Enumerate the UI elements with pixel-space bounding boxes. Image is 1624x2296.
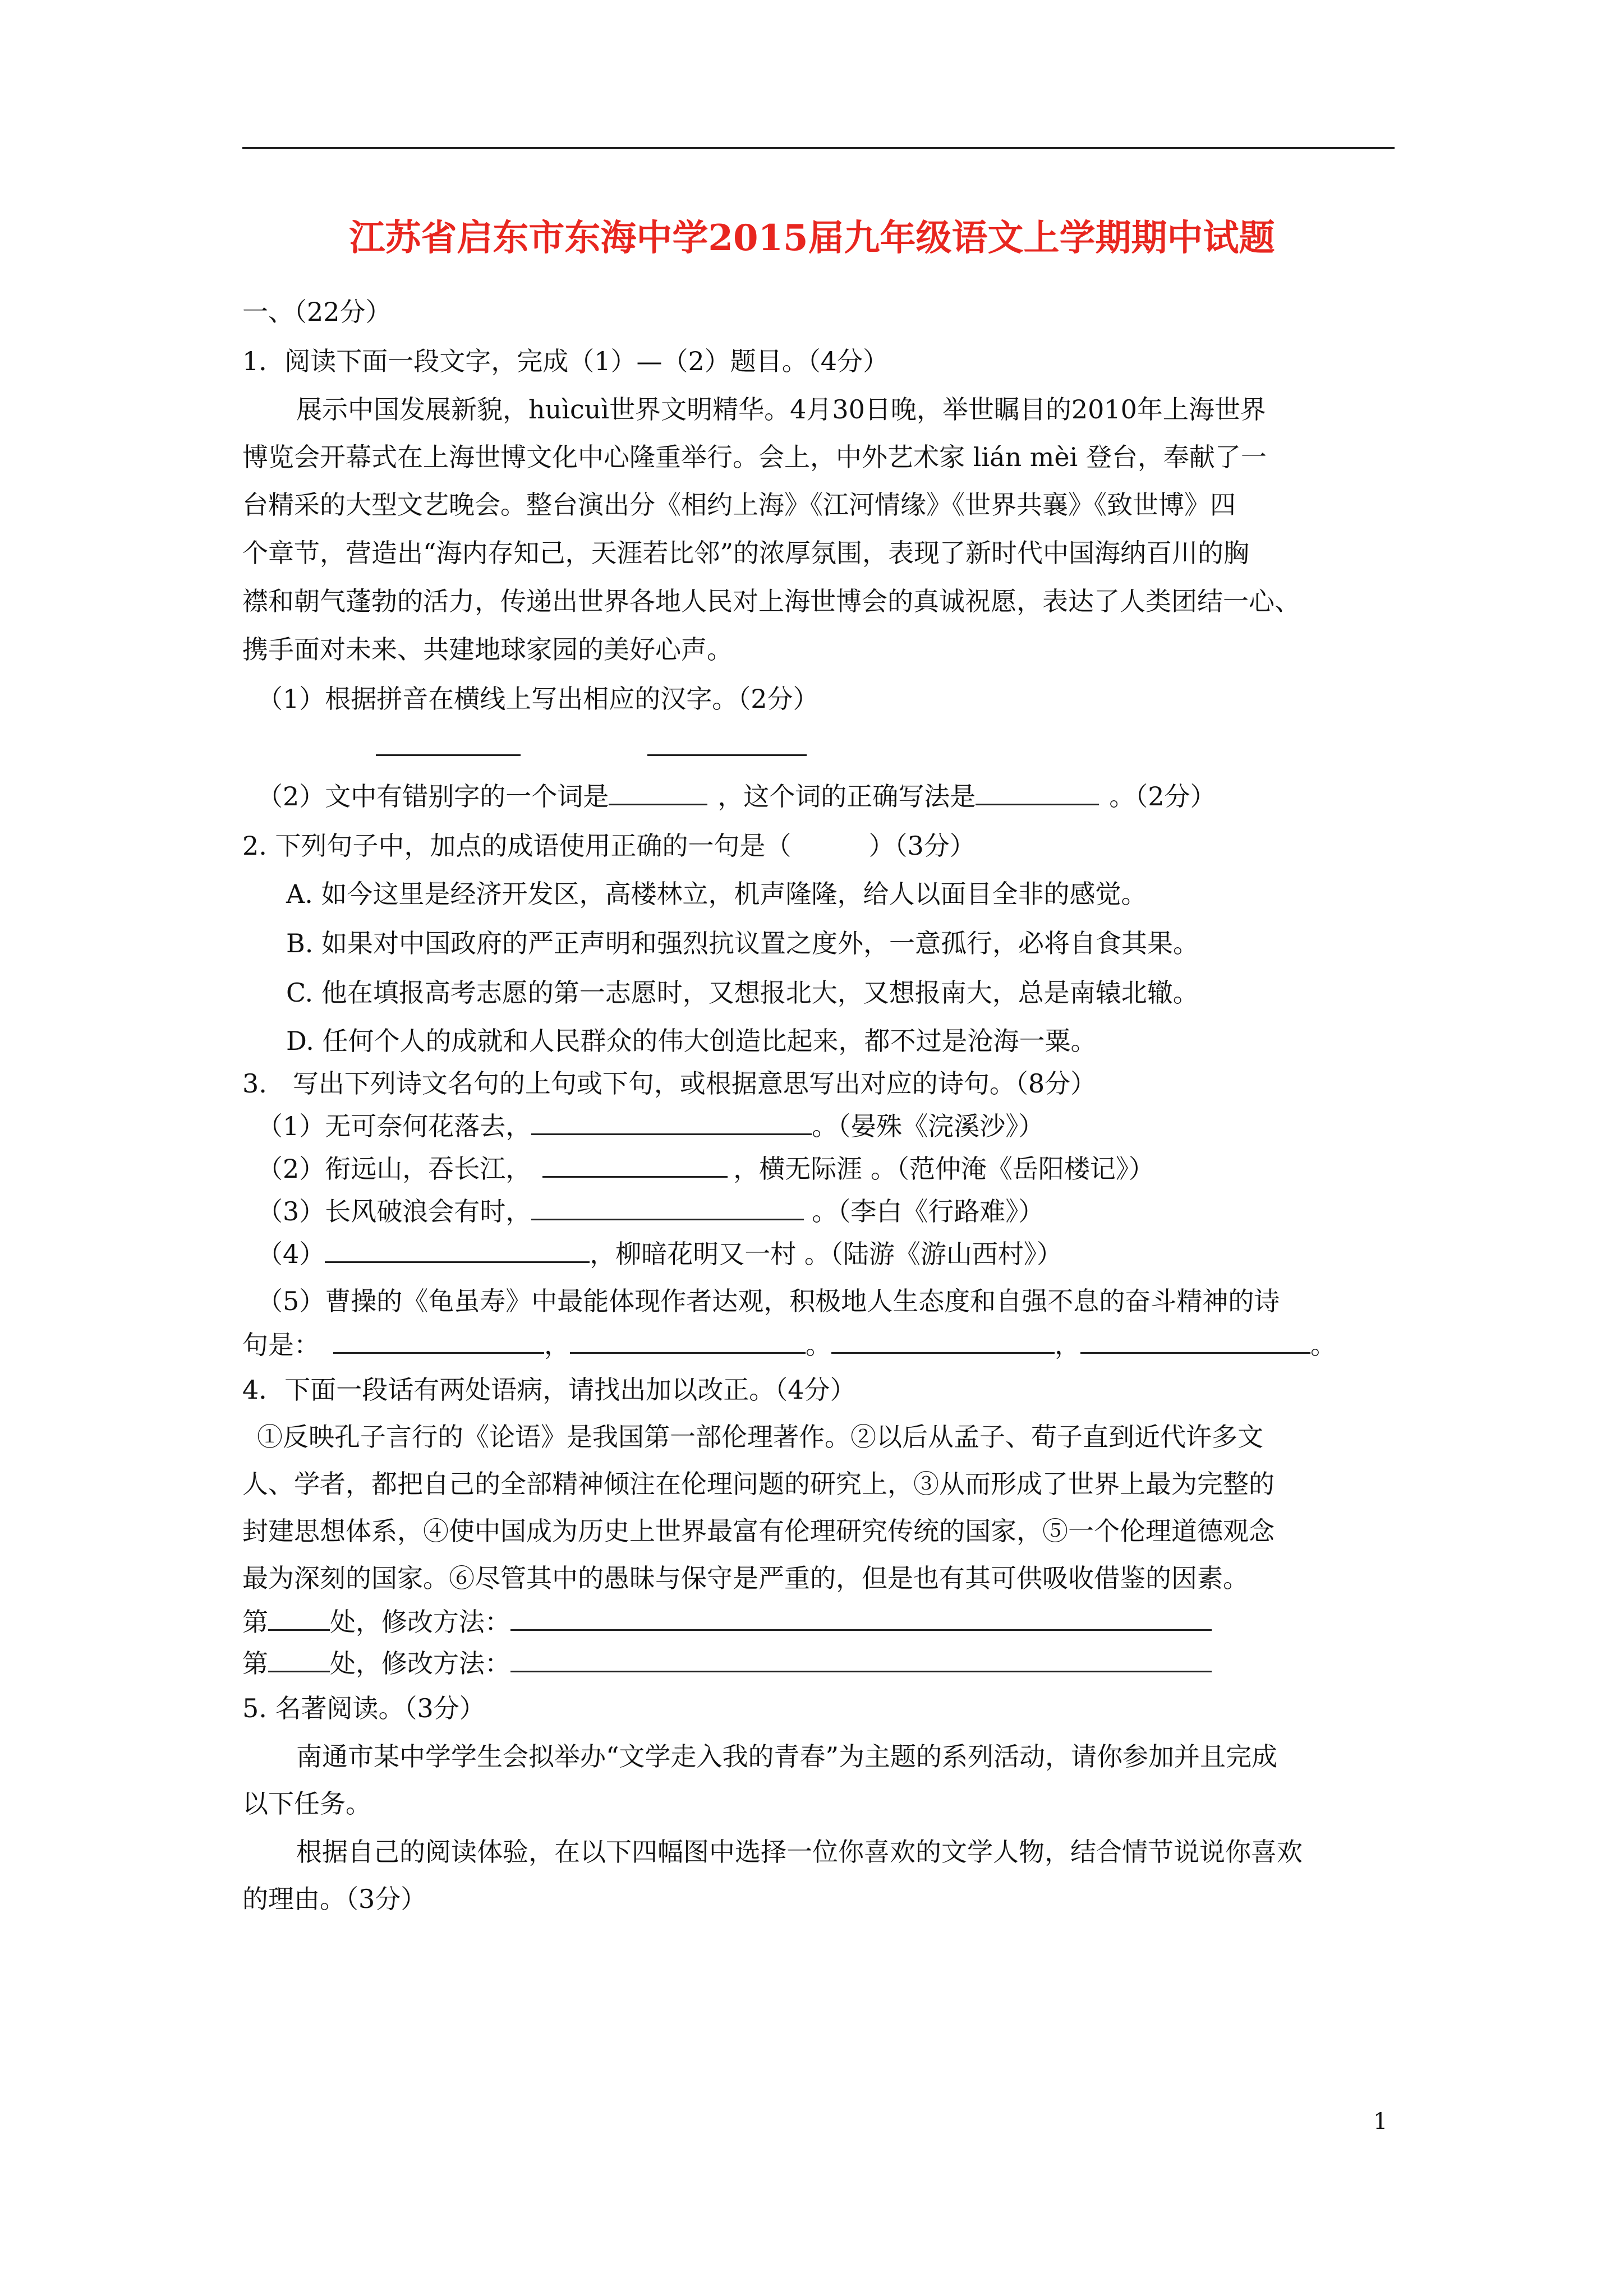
answer-blank[interactable]	[531, 1108, 812, 1135]
answer-blank[interactable]	[1080, 1326, 1310, 1354]
answer-blank[interactable]	[268, 1645, 330, 1672]
q3-text: ，	[544, 1330, 570, 1360]
q1-sub2-text: （2）文中有错别字的一个词是	[257, 781, 609, 812]
q5-paragraph-line: 根据自己的阅读体验，在以下四幅图中选择一位你喜欢的文学人物，结合情节说说你喜欢	[296, 1837, 1303, 1867]
q2-option: B. 如果对中国政府的严正声明和强烈抗议置之度外，一意孤行，必将自食其果。	[286, 928, 1199, 958]
q3-text: （1）无可奈何花落去，	[257, 1111, 532, 1141]
q4-fix	[242, 1643, 1212, 1684]
answer-blank[interactable]	[333, 1326, 544, 1354]
q1-sub2	[257, 776, 1216, 817]
q5-paragraph-line: 以下任务。	[242, 1788, 371, 1819]
answer-blank[interactable]	[976, 778, 1099, 805]
q3-text: 句是：	[242, 1330, 320, 1360]
q4-passage-line: 最为深刻的国家。⑥尽管其中的愚昧与保守是严重的，但是也有其可供吸收借鉴的因素。	[242, 1563, 1249, 1593]
q3-text: ，柳暗花明又一村 。（陆游《游山西村》）	[590, 1239, 1062, 1269]
q3-text: （2）衔远山，吞长江，	[257, 1154, 532, 1184]
q1-passage-line: 博览会开幕式在上海世博文化中心隆重举行。会上，中外艺术家 lián mèi 登台，奉献了一	[242, 442, 1267, 472]
section-heading: 一、（22分）	[242, 297, 392, 327]
q1-passage-line: 携手面对未来、共建地球家园的美好心声。	[242, 634, 733, 665]
q1-sub1: （1）根据拼音在横线上写出相应的汉字。（2分）	[257, 684, 819, 714]
page-number: 1	[1373, 2109, 1388, 2134]
answer-blank[interactable]	[325, 1235, 590, 1263]
q3-item	[257, 1106, 1044, 1146]
q4-fix-text: 处，修改方法：	[330, 1607, 510, 1637]
q1-passage-line: 展示中国发展新貌，huìcuì世界文明精华。4月30日晚，举世瞩目的2010年上海世界	[296, 394, 1266, 425]
answer-blanks	[376, 727, 807, 767]
q1-passage-line: 个章节，营造出“海内存知己，天涯若比邻”的浓厚氛围，表现了新时代中国海纳百川的胸	[242, 538, 1250, 568]
q3-text: （4）	[257, 1239, 325, 1269]
q5-paragraph-line: 的理由。（3分）	[242, 1884, 427, 1914]
q3-text: 。（李白《行路难》）	[812, 1196, 1045, 1227]
q3-stem: 3. 写出下列诗文名句的上句或下句，或根据意思写出对应的诗句。（8分）	[242, 1068, 1097, 1099]
q2-option: C. 他在填报高考志愿的第一志愿时，又想报北大，又想报南大，总是南辕北辙。	[286, 978, 1199, 1008]
q3-text: ，横无际涯 。（范仲淹《岳阳楼记》）	[733, 1154, 1154, 1184]
answer-blank[interactable]	[647, 729, 807, 756]
q2-option: D. 任何个人的成就和人民群众的伟大创造比起来，都不过是沧海一粟。	[286, 1026, 1097, 1056]
q3-text: ，	[1055, 1330, 1080, 1360]
q2-stem: 2. 下列句子中，加点的成语使用正确的一句是（ ）（3分）	[242, 831, 976, 861]
header-rule	[242, 147, 1395, 149]
q4-fix-text: 第	[242, 1648, 268, 1679]
answer-blank[interactable]	[542, 1150, 728, 1178]
q1-sub2-text: 。（2分）	[1109, 781, 1216, 812]
q2-option: A. 如今这里是经济开发区，高楼林立，机声隆隆，给人以面目全非的感觉。	[286, 879, 1147, 909]
q3-text: 。	[806, 1330, 831, 1360]
q4-passage-line: 封建思想体系，④使中国成为历史上世界最富有伦理研究传统的国家，⑤一个伦理道德观念	[242, 1516, 1275, 1546]
q3-item-5: （5）曹操的《龟虽寿》中最能体现作者达观，积极地人生态度和自强不息的奋斗精神的诗	[257, 1286, 1280, 1316]
q3-text: （3）长风破浪会有时，	[257, 1196, 532, 1227]
answer-blank[interactable]	[531, 1193, 804, 1220]
q1-passage-line: 襟和朝气蓬勃的活力，传递出世界各地人民对上海世博会的真诚祝愿，表达了人类团结一心、	[242, 586, 1300, 616]
q3-item	[257, 1149, 1154, 1189]
answer-blank[interactable]	[570, 1326, 806, 1354]
q4-passage-line: ①反映孔子言行的《论语》是我国第一部伦理著作。②以后从孟子、荀子直到近代许多文	[257, 1422, 1263, 1452]
q4-stem: 4．下面一段话有两处语病，请找出加以改正。（4分）	[242, 1375, 856, 1405]
q4-passage-line: 人、学者，都把自己的全部精神倾注在伦理问题的研究上，③从而形成了世界上最为完整的	[242, 1469, 1275, 1499]
q3-text: 。（晏殊《浣溪沙》）	[812, 1111, 1045, 1141]
answer-blank[interactable]	[376, 729, 521, 756]
answer-blank[interactable]	[831, 1326, 1055, 1354]
q3-item-5-answers	[242, 1325, 1336, 1365]
q4-fix	[242, 1602, 1212, 1642]
answer-blank[interactable]	[609, 778, 707, 805]
q1-passage-line: 台精采的大型文艺晚会。整台演出分《相约上海》《江河情缘》《世界共襄》《致世博》四	[242, 490, 1236, 520]
q5-stem: 5. 名著阅读。（3分）	[242, 1693, 485, 1723]
q5-paragraph-line: 南通市某中学学生会拟举办“文学走入我的青春”为主题的系列活动，请你参加并且完成	[296, 1741, 1278, 1772]
page-title: 江苏省启东市东海中学2015届九年级语文上学期期中试题	[349, 217, 1275, 259]
q3-item	[257, 1234, 1062, 1274]
answer-blank[interactable]	[510, 1645, 1212, 1672]
answer-blank[interactable]	[510, 1603, 1212, 1631]
q3-text: 。	[1310, 1330, 1336, 1360]
q1-stem: 1．阅读下面一段文字，完成（1）—（2）题目。（4分）	[242, 346, 889, 376]
q4-fix-text: 处，修改方法：	[330, 1648, 510, 1679]
q1-sub2-text: ，这个词的正确写法是	[717, 781, 976, 812]
answer-blank[interactable]	[268, 1603, 330, 1631]
q4-fix-text: 第	[242, 1607, 268, 1637]
q3-item	[257, 1191, 1044, 1232]
